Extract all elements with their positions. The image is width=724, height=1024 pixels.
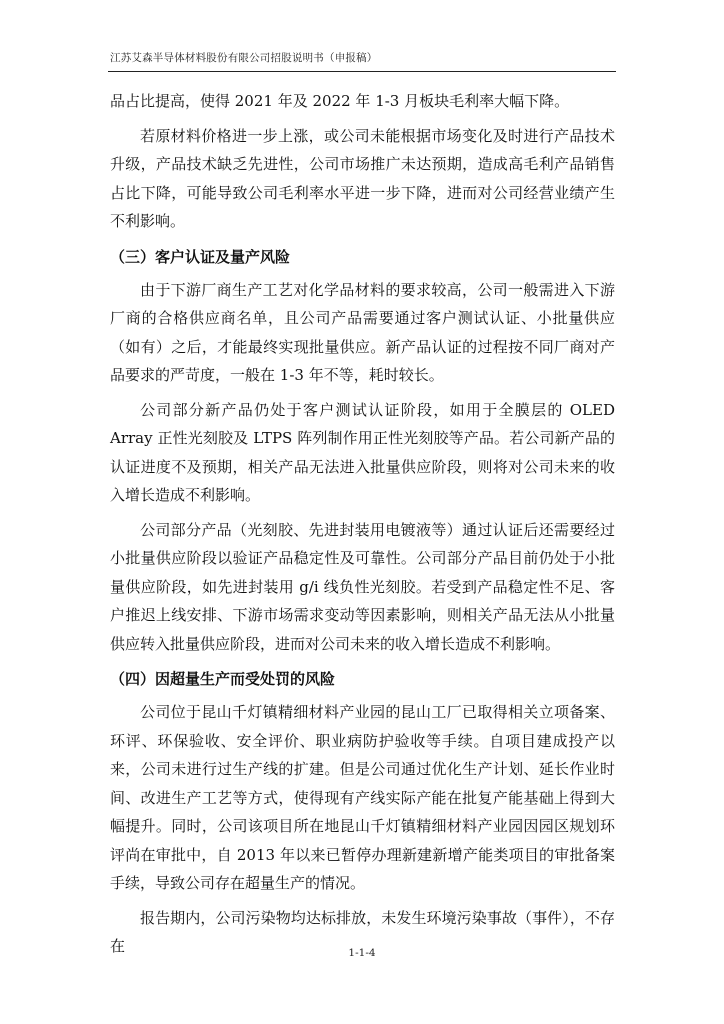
page-header: 江苏艾森半导体材料股份有限公司招股说明书（申报稿） bbox=[110, 52, 378, 64]
page-body bbox=[110, 87, 615, 967]
section-heading-overproduction: （四）因超量生产而受处罚的风险 bbox=[110, 670, 336, 688]
paragraph-kunshan-factory: 公司位于昆山千灯镇精细材料产业园的昆山工厂已取得相关立项备案、环评、环保验收、安全评价、职业病防护验收等手续。自项目建成投产以来，公司未进行过生产线的扩建。但是公司通过优化生产计划、延长作业时间、改进生产工艺等方式，使得现有产线实际产能在批复产能基础上得到大幅提升。同时，公司该项目所在地昆山千灯镇精细材料产业园因园区规划环评尚在审批中，自 2013 年以来已暂停办理新建新增产能类项目的审批备案手续，导致公司存在超量生产的情况。 bbox=[110, 703, 615, 892]
paragraph-new-products: 公司部分新产品仍处于客户测试认证阶段，如用于全膜层的 OLED Array 正性光刻胶及 LTPS 阵列制作用正性光刻胶等产品。若公司新产品的认证进度不及预期，相关产品无法进入批量供应阶段，则将对公司未来的收入增长造成不利影响。 bbox=[110, 400, 615, 504]
paragraph-continuation: 品占比提高，使得 2021 年及 2022 年 1-3 月板块毛利率大幅下降。 bbox=[110, 92, 570, 110]
paragraph-certification-process: 由于下游厂商生产工艺对化学品材料的要求较高，公司一般需进入下游厂商的合格供应商名单，且公司产品需要通过客户测试认证、小批量供应（如有）之后，才能最终实现批量供应。新产品认证的过程按不同厂商对产品要求的严苛度，一般在 1-3 年不等，耗时较长。 bbox=[110, 280, 615, 384]
paragraph-reporting-period: 报告期内，公司污染物均达标排放，未发生环境污染事故（事件），不存在 bbox=[110, 908, 615, 955]
page-number: 1-1-4 bbox=[348, 947, 376, 959]
section-heading-customer-certification: （三）客户认证及量产风险 bbox=[110, 247, 291, 266]
paragraph-small-batch: 公司部分产品（光刻胶、先进封装用电镀液等）通过认证后还需要经过小批量供应阶段以验证产品稳定性及可靠性。公司部分产品目前仍处于小批量供应阶段，如先进封装用 g/i 线负性光刻胶。若受到产品稳定性不足、客户推迟上线安排、下游市场需求变动等因素影响，则相关产品无法从小批量供应转入批量供应阶段，进而对公司未来的收入增长造成不利影响。 bbox=[110, 520, 615, 653]
header-divider bbox=[108, 71, 616, 72]
paragraph-raw-material-risk: 若原材料价格进一步上涨，或公司未能根据市场变化及时进行产品技术升级，产品技术缺乏先进性，公司市场推广未达预期，造成高毛利产品销售占比下降，可能导致公司毛利率水平进一步下降，进而对公司经营业绩产生不利影响。 bbox=[110, 126, 615, 230]
